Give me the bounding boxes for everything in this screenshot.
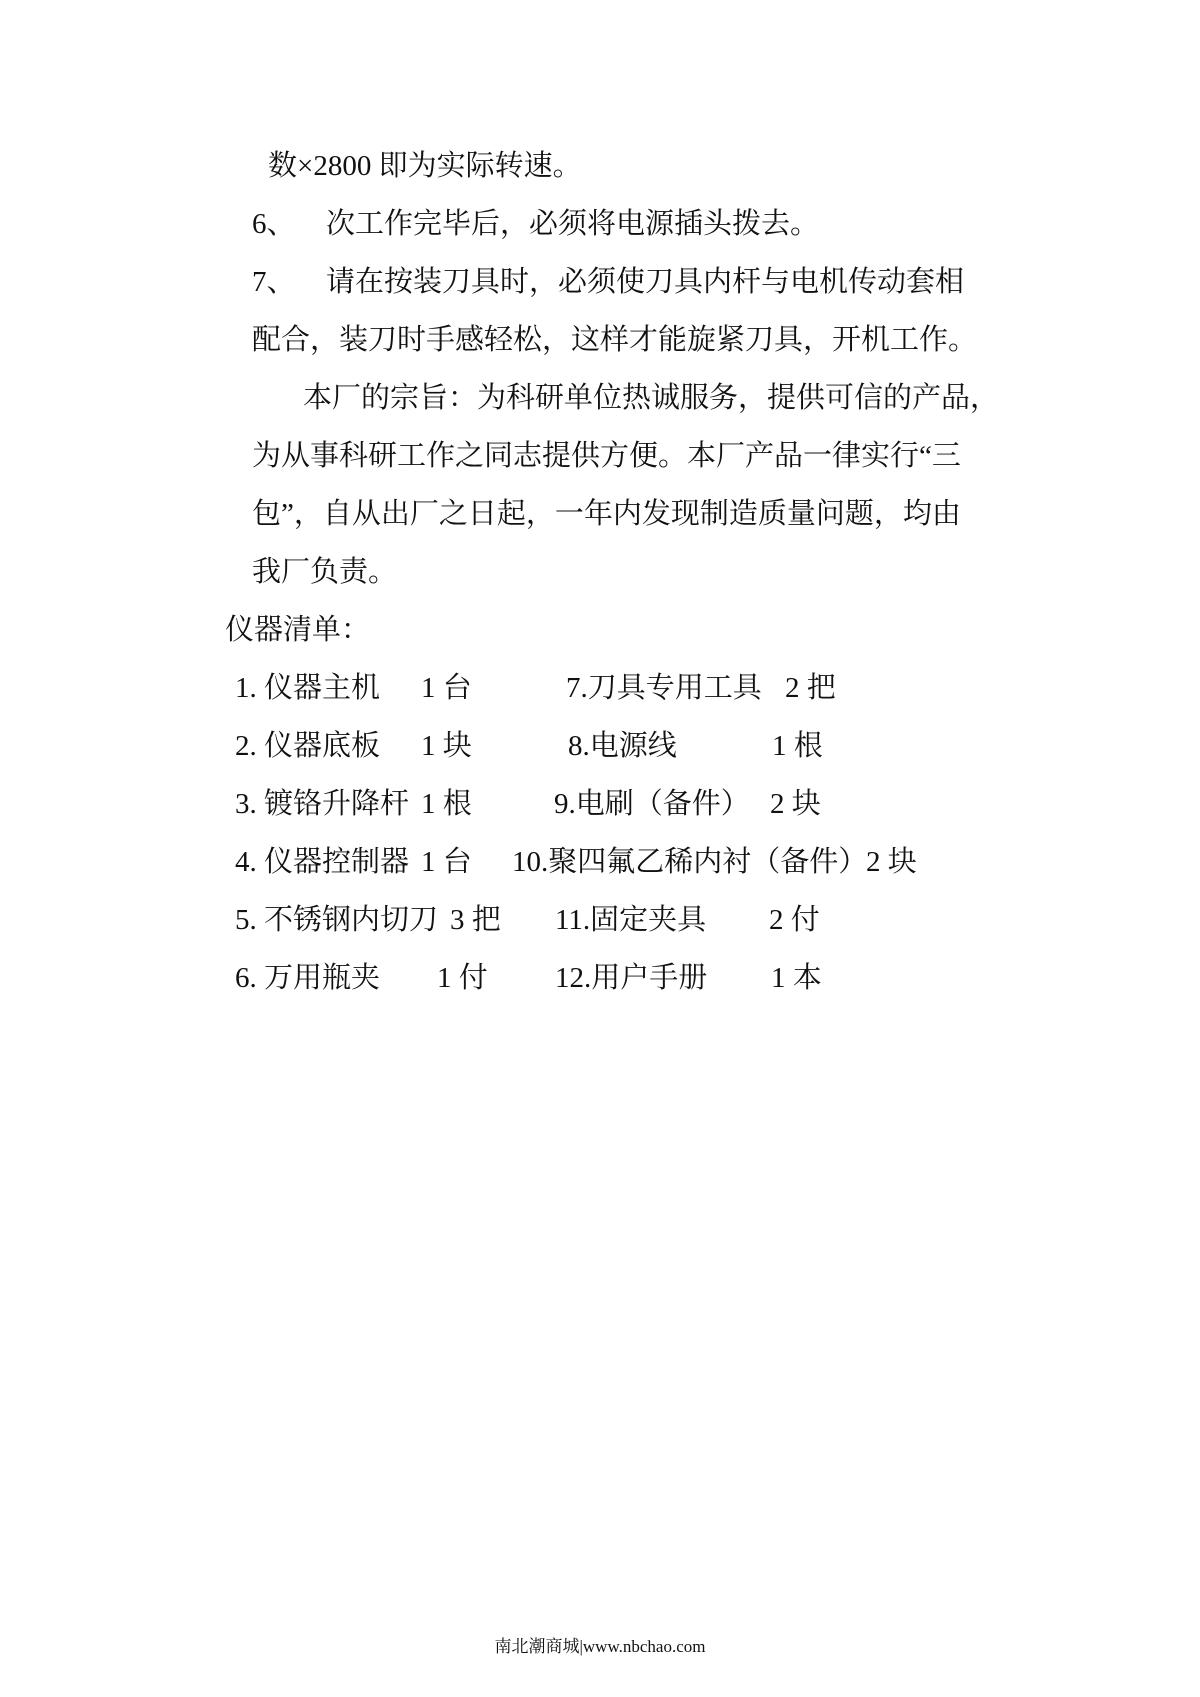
list-left-5-qty: 3 把 (450, 904, 501, 936)
list-right-3-qty: 2 块 (770, 788, 821, 820)
list-left-6-qty: 1 付 (437, 962, 488, 994)
list-left-1-name: 1. 仪器主机 (235, 672, 381, 704)
list-right-2-name: 8.电源线 (568, 730, 677, 762)
list-left-4-name: 4. 仪器控制器 (235, 846, 410, 878)
item-6-text: 次工作完毕后，必须将电源插头拨去。 (326, 208, 820, 240)
purpose-line-2: 为从事科研工作之同志提供方便。本厂产品一律实行“三 (252, 440, 961, 472)
list-left-4-qty: 1 台 (421, 846, 472, 878)
item-7-number: 7、 (252, 266, 296, 298)
list-right-5-name: 11.固定夹具 (555, 904, 707, 936)
list-right-3-name: 9.电刷（备件） (554, 788, 750, 820)
footer-watermark: 南北潮商城|www.nbchao.com (494, 1637, 706, 1656)
list-right-4-qty: 2 块 (866, 846, 917, 878)
list-right-2-qty: 1 根 (772, 730, 823, 762)
list-left-5-name: 5. 不锈钢内切刀 (235, 904, 439, 936)
list-right-6-qty: 1 本 (771, 962, 822, 994)
list-right-1-qty: 2 把 (785, 672, 836, 704)
item-7 (252, 262, 964, 302)
list-heading: 仪器清单： (225, 614, 371, 646)
item-6-number: 6、 (252, 208, 296, 240)
list-left-6-name: 6. 万用瓶夹 (235, 962, 381, 994)
list-right-6-name: 12.用户手册 (555, 962, 708, 994)
list-left-3-name: 3. 镀铬升降杆 (235, 788, 410, 820)
continued-line: 数×2800 即为实际转速。 (268, 150, 582, 182)
item-7-text-line2: 配合，装刀时手感轻松，这样才能旋紧刀具，开机工作。 (252, 324, 978, 356)
item-7-text-line1: 请在按装刀具时，必须使刀具内杆与电机传动套相 (326, 266, 965, 298)
purpose-line-4: 我厂负责。 (252, 556, 398, 588)
list-right-5-qty: 2 付 (769, 904, 820, 936)
list-left-1-qty: 1 台 (421, 672, 472, 704)
purpose-line-1: 本厂的宗旨：为科研单位热诚服务，提供可信的产品， (303, 382, 1000, 414)
list-left-2-name: 2. 仪器底板 (235, 730, 381, 762)
item-6 (252, 204, 819, 244)
list-right-1-name: 7.刀具专用工具 (566, 672, 762, 704)
list-left-2-qty: 1 块 (421, 730, 472, 762)
list-left-3-qty: 1 根 (421, 788, 472, 820)
purpose-line-3: 包”，自从出厂之日起，一年内发现制造质量问题，均由 (252, 498, 961, 530)
list-right-4-name: 10.聚四氟乙稀内衬（备件） (512, 846, 868, 878)
